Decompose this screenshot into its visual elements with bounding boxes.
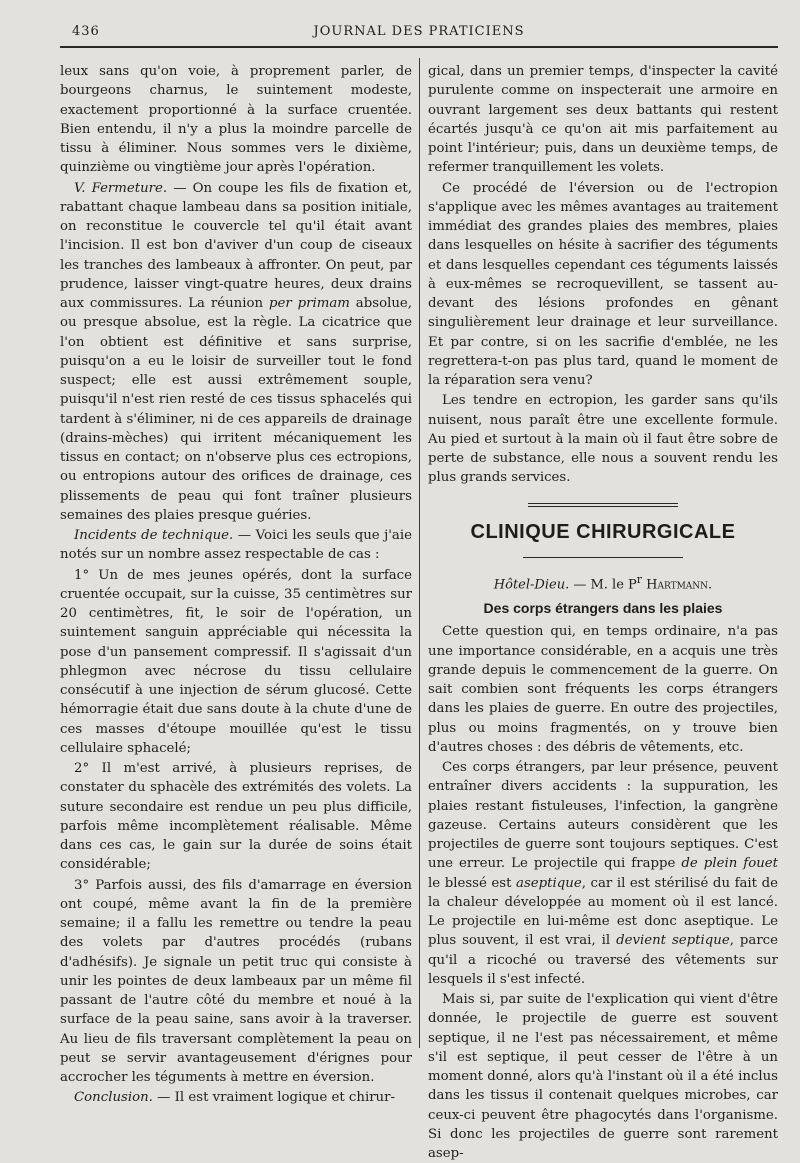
page-number: 436 xyxy=(72,24,100,39)
conclusion-text: — Il est vraiment logique et chirur- xyxy=(152,1090,395,1106)
p5-italic-2: aseptique xyxy=(516,875,582,891)
article-title: Des corps étrangers dans les plaies xyxy=(483,600,723,617)
p5-italic-3: devient septique xyxy=(616,933,730,949)
per-primam: per primam xyxy=(268,296,350,311)
p5-text-b: le blessé est xyxy=(428,875,517,891)
fermeture-label: V. Fermeture. xyxy=(74,180,168,196)
right-paragraph-3: Les tendre en ectropion, les garder sans qu'ils nuisent, nous paraît être une excellente formule. Au pied et surtout à la main où il faut être sobre de perte de substance, elle nous a souvent rendu les plus grands services. xyxy=(428,393,778,486)
p5-text-c: , car il est stérilisé du fait de la chaleur développée au moment où il est lancé. Le projectile en lui-même est donc aseptique. Le plus souvent, il est vrai, il xyxy=(428,875,778,949)
section-rule xyxy=(523,557,683,558)
journal-title: JOURNAL DES PRATICIENS xyxy=(313,24,525,39)
p5-text-a: Ces corps étrangers, par leur présence, peuvent entraîner divers accidents : la suppuration, les plaies restant fistuleuses, l'infection, la gangrène gazeuse. Certains auteurs considèrent que les projectiles de guerre sont toujours septiques. C'est une erreur. Le projectile qui frappe xyxy=(428,760,778,872)
left-paragraph-item-3: 3° Parfois aussi, des fils d'amarrage en éversion ont coupé, même avant la fin de la première semaine; il a fallu les remettre ou tendre la peau des volets par d'autres procédés (rubans d'adhésifs). Je signale un petit truc qui consiste à unir les pointes de deux lambeaux par un même fil passant de l'autre côté du membre et noué à la surface de la peau saine, sans avoir à la traverser. Au lieu de fils traversant complètement la peau on peut se servir avantageusement d'érignes pour accrocher les téguments à mettre en éversion. xyxy=(60,877,412,1085)
right-paragraph-4: Cette question qui, en temps ordinaire, n'a pas une importance considérable, en a acquis une très grande depuis le commencement de la guerre. On sait combien sont fréquents les corps étrangers dans les plaies de guerre. En outre des projectiles, plus ou moins fragmentés, on y trouve bien d'autres choses : des débris de vêtements, etc. xyxy=(428,624,778,755)
column-divider xyxy=(419,58,420,1048)
fermeture-text-b: absolue, ou presque absolue, est la règle. La cicatrice que l'on obtient est définitive et sans surprise, puisqu'on a eu le loisir de surveiller tout le fond suspect; elle est aussi extrêmement souple, puisqu'il n'est rien resté de ces tissus sphacelés qui tardent à s'éliminer, ni de ces appareils de drainage (drains-mèches) qui irritent mécaniquement les tissus en contact; on n'observe plus ces ectropions, ou entropions autour des orifices de drainage, ces plissements de peau qui font traîner plusieurs semaines des plaies presque guéries. xyxy=(60,296,412,523)
hospital-prefix: Hôtel-Dieu. xyxy=(493,576,570,592)
section-separator xyxy=(528,502,678,509)
header-rule xyxy=(60,46,778,48)
right-paragraph-1: gical, dans un premier temps, d'inspecter la cavité purulente comme on inspecterait une armoire en ouvrant largement ses deux battants qui restent écartés jusqu'à ce qu'on ait mis parfaitement au point l'intérieur; puis, dans un deuxième temps, de refermer tranquillement les volets. xyxy=(428,64,778,176)
p5-text-d: , parce qu'il a ricoché ou traversé des vêtements sur lesquels il s'est infecté. xyxy=(428,933,778,987)
p5-italic-1: de plein fouet xyxy=(681,856,778,872)
hospital-sup: r xyxy=(636,572,642,586)
section-title: CLINIQUE CHIRURGICALE xyxy=(470,520,736,543)
incidents-label: Incidents de technique. xyxy=(74,528,234,543)
right-paragraph-6: Mais si, par suite de l'explication qui vient d'être donnée, le projectile de guerre est souvent septique, il ne l'est pas nécessairement, et même s'il est septique, il peut cesser de l'être à un moment donné, alors qu'à l'instant où il a été inclus dans les tissus il contenait quelques microbes, car ceux-ci peuvent être phagocytés dans l'organisme. Si donc les projectiles de guerre sont rarement asep- xyxy=(428,992,778,1162)
left-paragraph-item-2: 2° Il m'est arrivé, à plusieurs reprises, de constater du sphacèle des extrémités des volets. La suture secondaire est rendue un peu plus difficile, parfois même incomplètement réalisable. Même dans ces cas, le gain sur la durée de soins était considérable; xyxy=(60,761,412,873)
hospital-line xyxy=(428,570,778,595)
fermeture-text-a: — On coupe les fils de fixation et, rabattant chaque lambeau dans sa position initiale, on reconstitue le couvercle tel qu'il était avant l'incision. Il est bon d'aviver d'un coup de ciseaux les tranches des lambeaux à affronter. On peut, par prudence, laisser vingt-quatre heures, deux drains aux commissures. La réunion xyxy=(60,180,412,311)
hospital-name: Hartmann. xyxy=(646,576,713,592)
left-paragraph-1: leux sans qu'on voie, à proprement parler, de bourgeons charnus, le suintement modeste, exactement proportionné à la surface cruentée. Bien entendu, il n'y a plus la moindre parcelle de tissu à éliminer. Nous sommes vers le dixième, quinzième ou vingtième jour après l'opération. xyxy=(60,64,412,176)
left-paragraph-item-1: 1° Un de mes jeunes opérés, dont la surface cruentée occupait, sur la cuisse, 35 centimètres sur 20 centimètres, fit, le soir de l'opération, un suintement sanguin appréciable qui nécessita la pose d'un pansement compressif. Il s'agissait d'un phlegmon avec nécrose du tissu cellulaire consécutif à une injection de sérum glucosé. Cette hémorragie était due sans doute à la chute d'une de ces masses d'étoupe mouillée qu'est le tissu cellulaire sphacelé; xyxy=(60,567,412,756)
left-column xyxy=(60,62,412,1108)
incidents-text: — Voici les seuls que j'aie notés sur un nombre assez respectable de cas : xyxy=(60,528,412,563)
hospital-sep: — M. le P xyxy=(569,576,637,592)
right-paragraph-2: Ce procédé de l'éversion ou de l'ectropion s'applique avec les mêmes avantages au traitement immédiat des grandes plaies des membres, plaies dans lesquelles on hésite à sacrifier des téguments et dans lesquelles cependant ces téguments laissés à eux-mêmes se recroquevillent, se tassent au-devant des lésions profondes en gênant singulièrement leur drainage et leur surveillance. Et par contre, si on les sacrifie d'emblée, ne les regrettera-t-on pas plus tard, quand le moment de la réparation sera venu? xyxy=(428,180,778,388)
right-column xyxy=(428,62,778,1163)
left-paragraph-conclusion xyxy=(60,1088,412,1107)
right-paragraph-5 xyxy=(428,758,778,989)
left-paragraph-fermeture xyxy=(60,179,412,526)
running-header xyxy=(60,22,778,44)
conclusion-label: Conclusion. xyxy=(74,1090,153,1106)
left-paragraph-incidents xyxy=(60,526,412,565)
